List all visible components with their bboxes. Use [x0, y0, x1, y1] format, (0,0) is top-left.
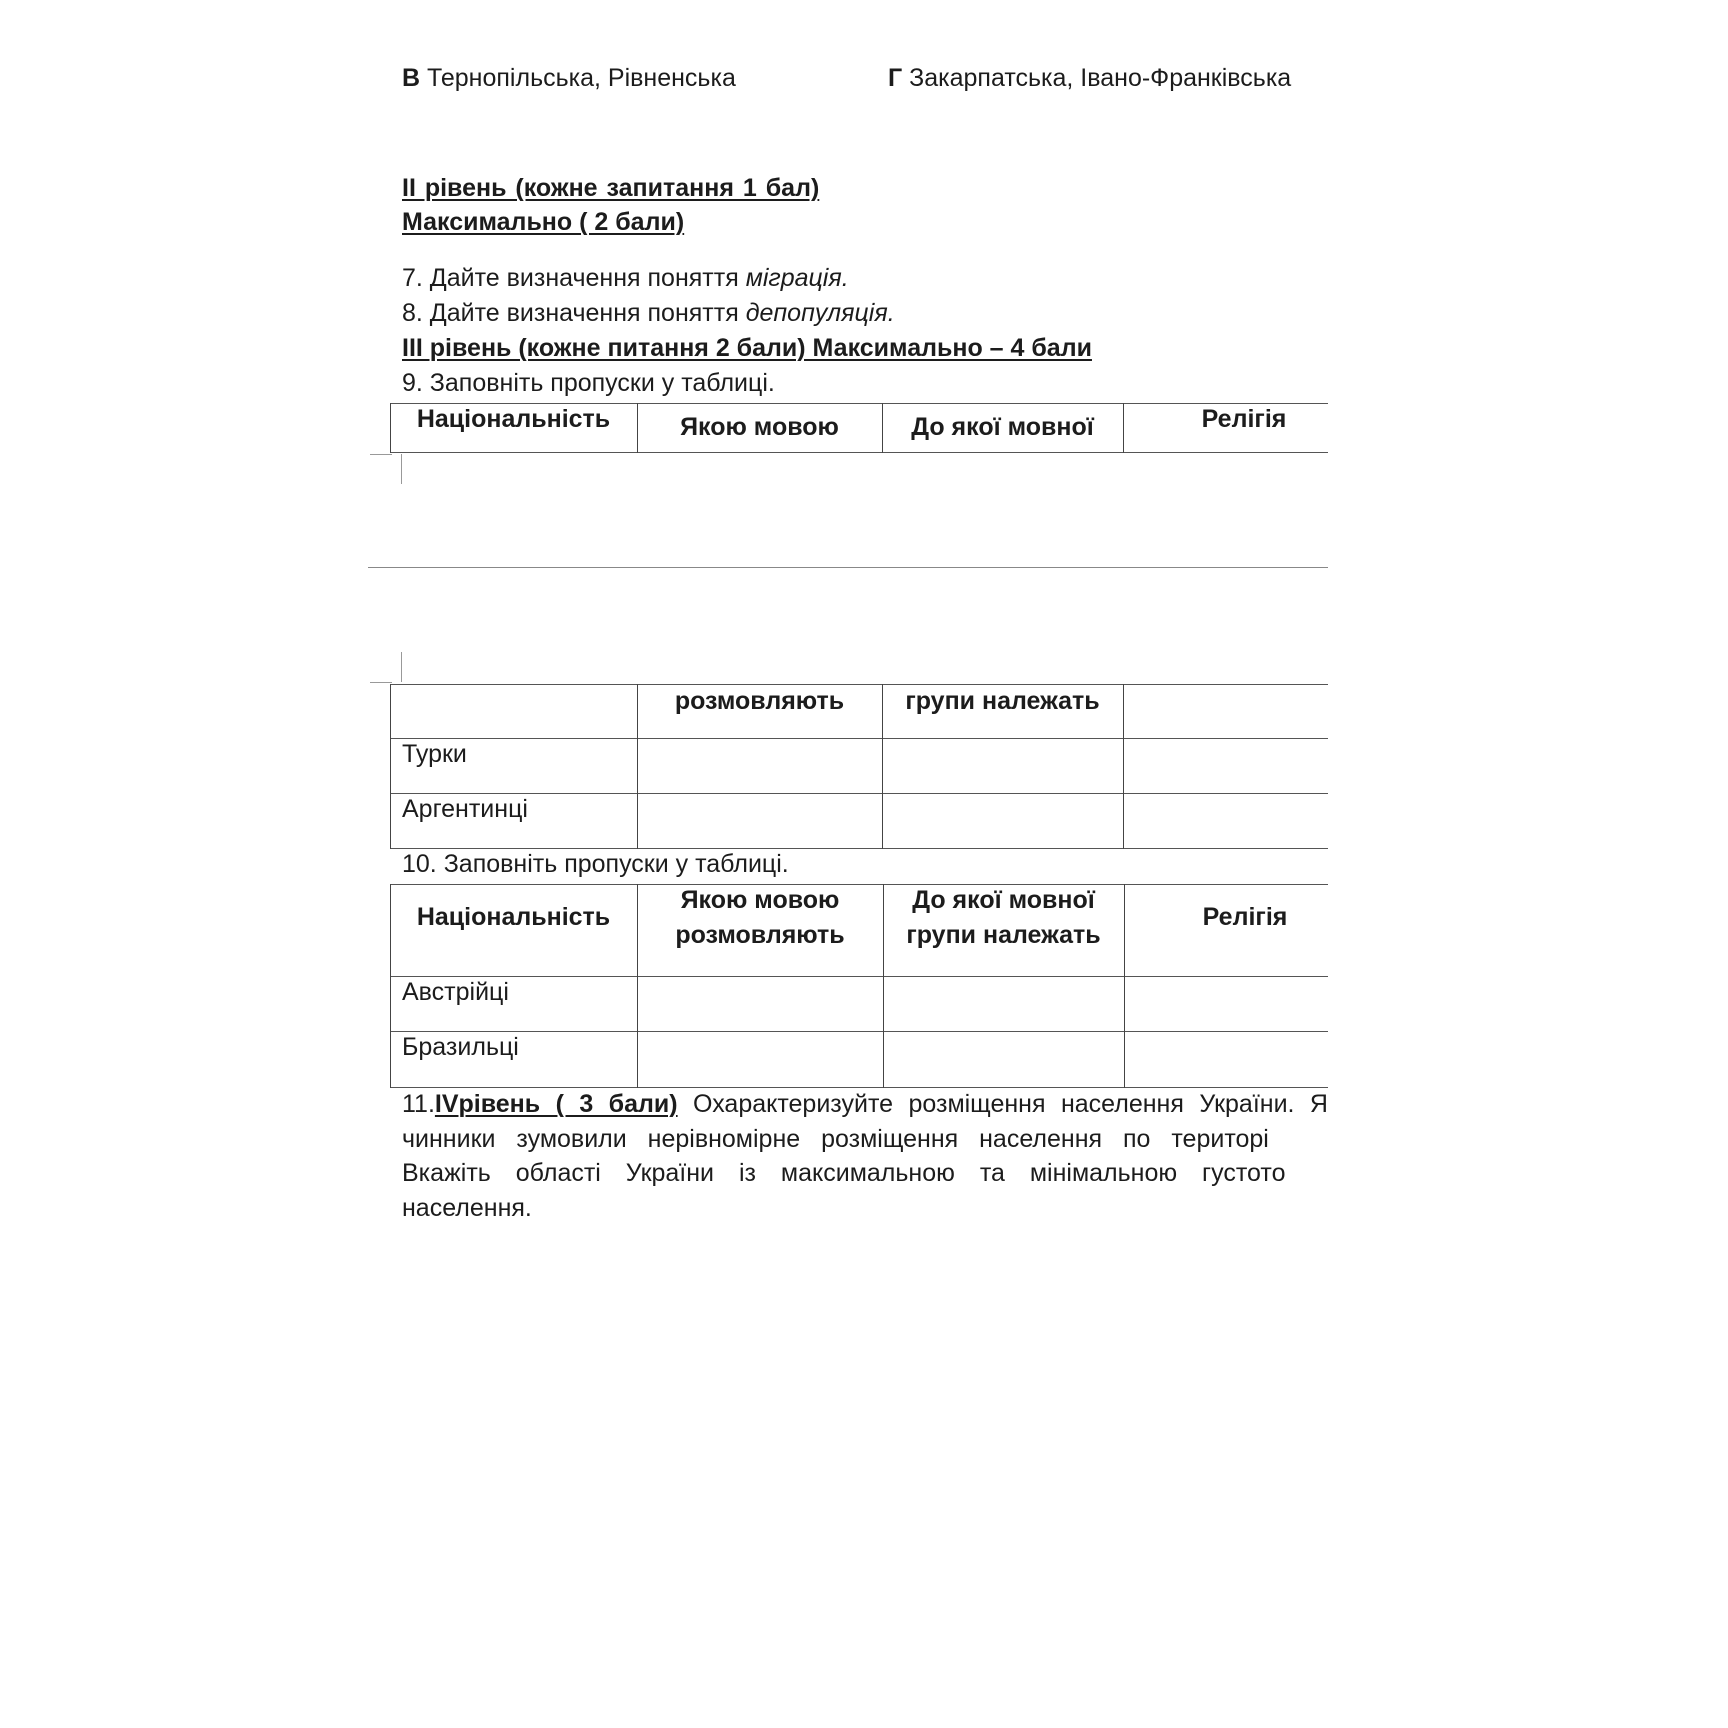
- option-text: Закарпатська, Івано-Франківська: [902, 64, 1292, 92]
- table-border: [390, 976, 1328, 977]
- header-line: групи належать: [906, 921, 1101, 949]
- page-break-divider: [368, 567, 1328, 568]
- table-border: [390, 452, 1328, 453]
- table-row-nationality: Бразильці: [402, 1033, 519, 1061]
- table-border: [1123, 684, 1124, 849]
- option-letter: В: [402, 64, 421, 92]
- page-corner-mark: [401, 652, 402, 682]
- table-border: [390, 1087, 1328, 1088]
- question-9-title: 9. Заповніть пропуски у таблиці.: [402, 369, 775, 397]
- header-line: Національність: [416, 903, 611, 931]
- header-language-group: До якої мовної: [911, 413, 1094, 441]
- header-language: Якою мовою: [680, 413, 839, 441]
- question-text: 7. Дайте визначення поняття: [402, 264, 746, 292]
- level4-heading: ІVрівень ( 3 бали): [434, 1090, 678, 1118]
- table-row-nationality: Австрійці: [402, 978, 509, 1006]
- header-language-cont: розмовляють: [674, 687, 845, 715]
- page-corner-mark: [370, 682, 392, 683]
- option-letter: Г: [888, 64, 903, 92]
- question-11-line1: [402, 1090, 1328, 1119]
- level2-heading: ІІ рівень (кожне запитання 1 бал): [402, 174, 820, 202]
- level2-max-points: Максимально ( 2 бали): [402, 208, 685, 236]
- page-corner-mark: [401, 454, 402, 484]
- table-border: [390, 848, 1328, 849]
- question-text: 8. Дайте визначення поняття: [402, 299, 746, 327]
- table-border: [390, 793, 1328, 794]
- header-line: Якою мовою: [680, 886, 840, 914]
- header-line: розмовляють: [675, 921, 845, 949]
- table-border: [390, 1031, 1328, 1032]
- table-border: [390, 738, 1328, 739]
- question-11-line3: Вкажіть області України із максимальною та мінімальною густото: [402, 1159, 1286, 1187]
- table-row-nationality: Аргентинці: [402, 795, 528, 823]
- header-language: [637, 883, 883, 953]
- answer-option-v: [402, 64, 736, 93]
- level3-heading: ІІІ рівень (кожне питання 2 бали) Максимально – 4 бали: [402, 334, 1092, 362]
- question-10-title: 10. Заповніть пропуски у таблиці.: [402, 850, 789, 878]
- header-line: До якої мовної: [912, 886, 1095, 914]
- table-border: [390, 684, 391, 849]
- header-line: Релігія: [1202, 903, 1288, 931]
- question-7: [402, 264, 849, 293]
- answer-option-g: [888, 64, 1291, 93]
- header-religion: Релігія: [1201, 405, 1287, 433]
- header-language-group: [883, 883, 1124, 953]
- option-text: Тернопільська, Рівненська: [420, 64, 736, 92]
- question-11-line4: населення.: [402, 1194, 532, 1222]
- question-term: міграція.: [745, 264, 849, 292]
- question-term: депопуляція.: [745, 299, 895, 327]
- table-row-nationality: Турки: [402, 740, 467, 768]
- header-language-group-cont: групи належать: [905, 687, 1100, 715]
- question-8: [402, 299, 895, 328]
- question-11-line2: чинники зумовили нерівномірне розміщення населення по територі: [402, 1125, 1269, 1153]
- header-religion: [1124, 900, 1366, 935]
- page-corner-mark: [370, 454, 392, 455]
- question-text: Охарактеризуйте розміщення населення України. Я: [677, 1090, 1328, 1118]
- header-nationality: [390, 900, 637, 935]
- header-nationality: Національність: [416, 405, 611, 433]
- question-number: 11.: [402, 1090, 435, 1118]
